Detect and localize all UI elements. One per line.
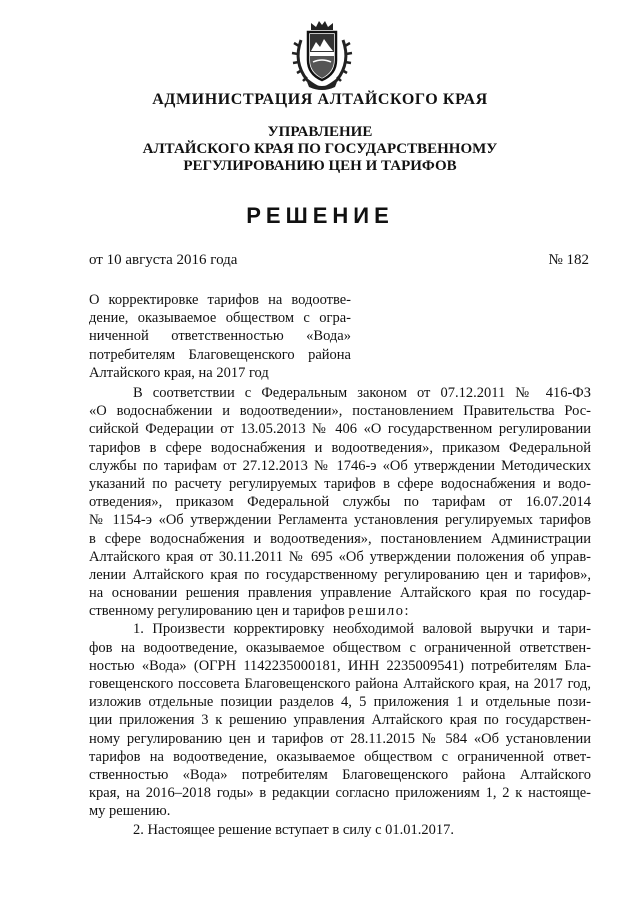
body-line: ному регулированию цен и тарифов от 28.11.2015 № 584 «Об установлении bbox=[89, 730, 591, 747]
body-line: говещенского поссовета Благовещенского района Алтайского края, на 2017 год, bbox=[89, 676, 591, 692]
document-body bbox=[89, 384, 591, 839]
subject-line: О корректировке тарифов на водоотве- bbox=[89, 292, 351, 308]
coat-of-arms-icon bbox=[287, 16, 357, 92]
body-line: ственностью «Вода» потребителям Благовещенского района Алтайского bbox=[89, 766, 591, 783]
body-line: му решению. bbox=[89, 803, 171, 820]
body-line: Алтайского края от 30.11.2011 № 695 «Об утверждении положения об управ- bbox=[89, 548, 591, 565]
body-line: фов на водоотведение, оказываемое обществом с ограниченной ответствен- bbox=[89, 639, 591, 656]
body-line: лении Алтайского края по государственному регулированию цен и тарифов», bbox=[89, 566, 591, 583]
body-line: указаний по расчету регулируемых тарифов в сфере водоснабжения и водо- bbox=[89, 475, 591, 492]
body-line: тарифов в сфере водоснабжения и водоотведения», приказом Федеральной bbox=[89, 439, 591, 456]
subject-line: дение, оказываемое обществом с огра- bbox=[89, 310, 351, 327]
body-line: ностью «Вода» (ОГРН 1142235000181, ИНН 2235009541) потребителям Бла- bbox=[89, 657, 591, 674]
body-line: службы по тарифам от 27.12.2013 № 1746-э «Об утверждении Методических bbox=[89, 457, 591, 474]
body-line: в сфере водоснабжения и водоотведения», постановлением Администрации bbox=[89, 530, 591, 547]
department-line: АЛТАЙСКОГО КРАЯ ПО ГОСУДАРСТВЕННОМУ bbox=[142, 141, 498, 157]
department-line: РЕГУЛИРОВАНИЮ ЦЕН И ТАРИФОВ bbox=[183, 158, 457, 174]
document-number: № 182 bbox=[548, 252, 589, 268]
subject-line: Алтайского края, на 2017 год bbox=[89, 364, 269, 381]
body-line: 2. Настоящее решение вступает в силу с 01.01.2017. bbox=[133, 821, 455, 838]
document-type-title: РЕШЕНИЕ bbox=[246, 203, 394, 228]
body-line: изложив отдельные позиции разделов 4, 5 приложения 1 и отдельные пози- bbox=[89, 694, 591, 711]
body-line: № 1154-э «Об утверждении Регламента установления регулируемых тарифов bbox=[89, 512, 591, 529]
body-line: В соответствии с Федеральным законом от 07.12.2011 № 416-ФЗ bbox=[133, 385, 591, 401]
subject-line: ниченной ответственностью «Вода» bbox=[89, 328, 351, 345]
body-line: на основании решения правления управление Алтайского края по государ- bbox=[89, 585, 591, 602]
department-line: УПРАВЛЕНИЕ bbox=[267, 124, 373, 140]
body-line: ственному регулированию цен и тарифов bbox=[89, 603, 345, 620]
administration-title: АДМИНИСТРАЦИЯ АЛТАЙСКОГО КРАЯ bbox=[152, 91, 488, 108]
body-line: «О водоснабжении и водоотведении», постановлением Правительства Рос- bbox=[89, 403, 591, 420]
body-line: тарифов на водоотведение, оказываемое обществом с ограниченной ответ- bbox=[89, 748, 591, 765]
department-name bbox=[0, 124, 640, 175]
body-line: сийской Федерации от 13.05.2013 № 406 «О государственном регулировании bbox=[89, 421, 591, 438]
document-date: от 10 августа 2016 года bbox=[89, 252, 238, 268]
body-line: края, на 2016–2018 годы» в редакции согласно приложениям 1, 2 к настояще- bbox=[89, 785, 591, 802]
document-subject bbox=[89, 293, 351, 381]
altai-emblem-icon bbox=[287, 16, 357, 92]
body-line: отведения», приказом Федеральной службы по тарифам от 16.07.2014 bbox=[89, 494, 591, 511]
resolved-word: решило: bbox=[348, 603, 411, 620]
body-line: 1. Произвести корректировку необходимой валовой выручки и тари- bbox=[133, 621, 591, 638]
body-line-resolution bbox=[89, 602, 591, 620]
body-line: ции приложения 3 к решению управления Алтайского края по государствен- bbox=[89, 712, 591, 729]
subject-line: потребителям Благовещенского района bbox=[89, 346, 351, 363]
